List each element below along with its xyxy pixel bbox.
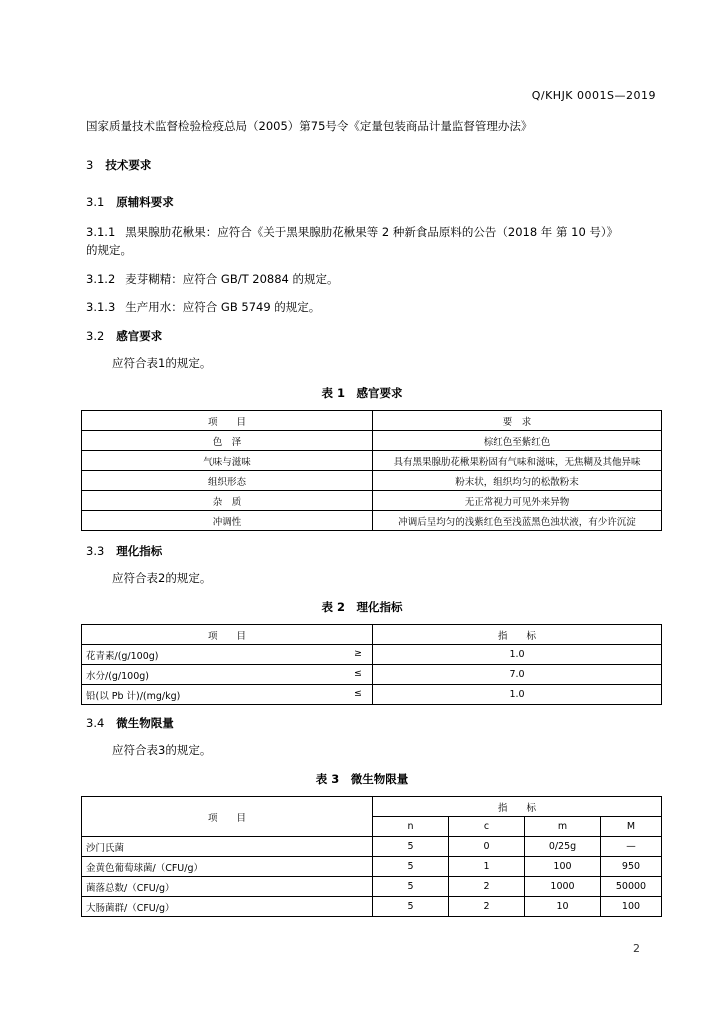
section-heading [86,715,174,731]
table-cell: 50000 [601,877,662,897]
clause-text: 黑果腺肋花楸果：应符合《关于黑果腺肋花楸果等 2 种新食品原料的公告（2018 年 第 10 号）》 [125,225,619,239]
section-heading [86,157,151,173]
table-header-cell: 项 目 [82,797,373,837]
table-cell: 7.0 [373,665,662,685]
clause-3-1-2 [86,271,339,287]
table-cell: 棕红色至紫红色 [373,431,662,451]
table-cell: 2 [449,897,525,917]
section-body: 应符合表2的规定。 [112,571,212,585]
table-row [82,645,662,665]
table-cell: 1.0 [373,645,662,665]
table-cell: 组织形态 [82,471,373,491]
clause-3-1-1 [86,224,618,240]
clause-text: 生产用水：应符合 GB 5749 的规定。 [125,300,321,314]
section-title: 技术要求 [105,158,152,172]
table-header-row [82,797,662,817]
table1-caption: 表 1 感官要求 [321,386,403,400]
table1-sensory [81,410,662,531]
table-subheader-cell: m [525,817,601,837]
table-cell: 5 [373,897,449,917]
table-header-cell: 指 标 [373,625,662,645]
table-cell: 0/25g [525,837,601,857]
comparison-symbol: ≤ [354,687,362,699]
table-subheader-cell: n [373,817,449,837]
section-title: 微生物限量 [116,716,174,730]
section-body: 应符合表1的规定。 [112,356,212,370]
table-cell: 金黄色葡萄球菌/（CFU/g） [82,857,373,877]
table-row [82,451,662,471]
table-row [82,511,662,531]
regulation-reference: 国家质量技术监督检验检疫总局（2005）第75号令《定量包装商品计量监督管理办法》 [86,119,533,133]
table-row [82,857,662,877]
table-cell: 气味与滋味 [82,451,373,471]
table2-caption: 表 2 理化指标 [321,600,403,614]
item-label: 水分/(g/100g) [86,670,150,682]
table-cell: 大肠菌群/（CFU/g） [82,897,373,917]
section-title: 原辅料要求 [116,195,174,209]
table-header-row [82,625,662,645]
clause-text: 麦芽糊精：应符合 GB/T 20884 的规定。 [125,272,339,286]
clause-3-1-1-continued: 的规定。 [86,243,132,257]
table-cell: 沙门氏菌 [82,837,373,857]
comparison-symbol: ≤ [354,667,362,679]
section-heading [86,194,174,210]
section-title: 感官要求 [116,329,163,343]
table-header-cell: 项 目 [82,625,373,645]
table-row [82,877,662,897]
page-number: 2 [633,942,640,955]
section-heading [86,328,162,344]
section-title: 理化指标 [116,544,163,558]
table-cell: 粉末状，组织均匀的松散粉末 [373,471,662,491]
table-cell: 菌落总数/（CFU/g） [82,877,373,897]
table-cell: 1 [449,857,525,877]
table-cell: 具有黑果腺肋花楸果粉固有气味和滋味，无焦糊及其他异味 [373,451,662,471]
table3-caption: 表 3 微生物限量 [315,772,409,786]
section-number: 3 [86,158,94,172]
section-number: 3.4 [86,716,105,730]
section-number: 3.3 [86,544,105,558]
table-cell [82,685,373,705]
table-cell: — [601,837,662,857]
table-row [82,837,662,857]
table-row [82,897,662,917]
table-cell: 5 [373,857,449,877]
table-cell: 100 [525,857,601,877]
table-header-row [82,411,662,431]
table-cell: 0 [449,837,525,857]
section-heading [86,543,162,559]
document-code: Q/KHJK 0001S—2019 [531,89,656,102]
table-cell: 冲调后呈均匀的浅紫红色至浅蓝黑色浊状液，有少许沉淀 [373,511,662,531]
table3-microbial [81,796,662,917]
item-label: 铅(以 Pb 计)/(mg/kg) [86,690,181,702]
table-row [82,491,662,511]
table-cell: 100 [601,897,662,917]
table-cell: 冲调性 [82,511,373,531]
comparison-symbol: ≥ [354,647,362,659]
table-cell: 950 [601,857,662,877]
table-cell: 10 [525,897,601,917]
clause-3-1-3 [86,299,320,315]
table-header-cell: 指 标 [373,797,662,817]
table-cell: 5 [373,877,449,897]
table2-physicochemical [81,624,662,705]
table-cell [82,665,373,685]
table-cell: 无正常视力可见外来异物 [373,491,662,511]
table-subheader-cell: c [449,817,525,837]
table-cell: 5 [373,837,449,857]
section-number: 3.2 [86,329,105,343]
clause-number: 3.1.3 [86,300,116,314]
table-cell [82,645,373,665]
table-header-cell: 要 求 [373,411,662,431]
table-cell: 2 [449,877,525,897]
table-cell: 色 泽 [82,431,373,451]
table-row [82,431,662,451]
item-label: 花青素/(g/100g) [86,650,159,662]
table-row [82,665,662,685]
table-row [82,471,662,491]
clause-number: 3.1.1 [86,225,116,239]
table-cell: 1.0 [373,685,662,705]
table-subheader-cell: M [601,817,662,837]
table-row [82,685,662,705]
clause-number: 3.1.2 [86,272,116,286]
table-header-cell: 项 目 [82,411,373,431]
section-body: 应符合表3的规定。 [112,743,212,757]
table-cell: 1000 [525,877,601,897]
table-cell: 杂 质 [82,491,373,511]
section-number: 3.1 [86,195,105,209]
